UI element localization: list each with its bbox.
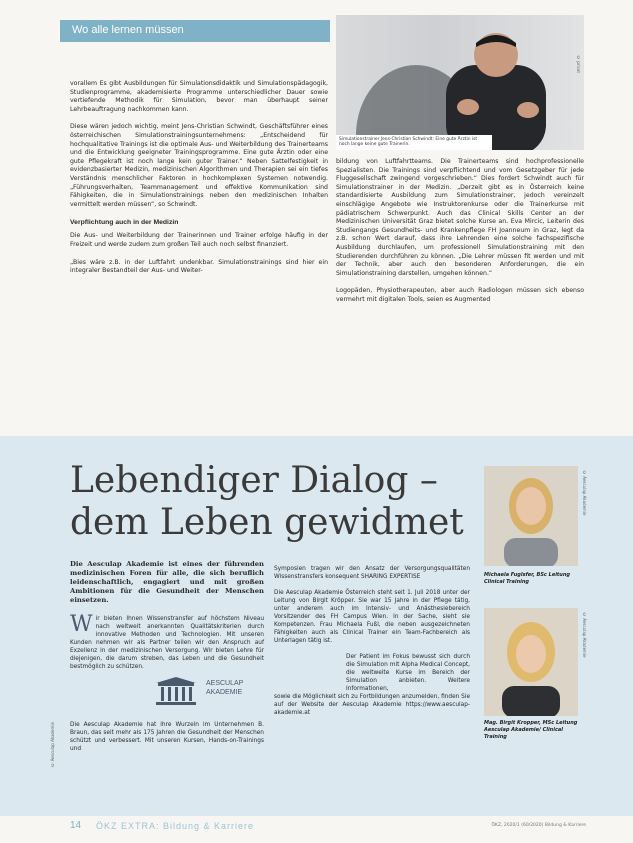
page-footer	[66, 820, 586, 834]
section-header-bar	[60, 20, 330, 42]
portrait-2-credit: © Aesculap Akademie	[582, 612, 587, 658]
aesculap-logo	[70, 673, 264, 721]
portrait-1-credit: © Aesculap Akademie	[582, 470, 587, 516]
photo-credit: © privat	[576, 55, 581, 73]
logo-text-line-1: AESCULAP	[206, 680, 244, 687]
box-paragraph-6: sowie die Möglichkeit sich zu Fortbildungen anzumelden, finden Sie auf der Website der Aesculap Akademie https://www.aesculap-akademie.at	[274, 694, 471, 716]
section-title: Wo alle lernen müssen	[72, 24, 184, 36]
photo-caption: Simulationstrainer Jens-Christian Schwindt: Eine gute Ärztin ist noch lange keine gute Trainerin.	[336, 135, 492, 150]
left-column	[70, 80, 328, 276]
box-middle-column	[274, 565, 470, 717]
box-left-column	[70, 560, 264, 753]
drop-cap: W	[70, 612, 93, 637]
page-number: 14	[70, 820, 82, 831]
portrait-1-illustration	[484, 466, 578, 566]
subheading: Verpflichtung auch in der Medizin	[70, 219, 179, 227]
portrait-birgit	[484, 608, 578, 716]
publication-name: ÖKZ EXTRA: Bildung & Karriere	[96, 821, 255, 831]
side-credit: © Aesculap Akademie	[50, 722, 55, 768]
box-paragraph-4: Die Aesculap Akademie Österreich steht seit 1. Juli 2018 unter der Leitung von Birgit Kröpper. Sie war 15 Jahre in der Pflege tätig, unter anderem auch im Intensiv- und Anästhesiebereich Vorsitzender des FH Campus Wien. In der Sache, sieht sie Kompetenzen. Frau Michaela Fußl, die neben ausgezeichneten Fähigkeiten auch als Clinical Trainer ein Team-Fachbereich als Unterlagen tätig ist.	[274, 590, 470, 644]
logo-text-line-2: AKADEMIE	[206, 689, 243, 696]
box-lead: Die Aesculap Akademie ist eines der führenden medizinischen Foren für alle, die sich beruflich leidenschaftlich, engagiert und mit großen Ambitionen für die Gesundheit der Menschen einsetzen.	[70, 560, 264, 604]
portrait-1-caption: Michaela Fuglsfer, BSc Leitung Clinical Training	[484, 572, 571, 585]
box-paragraph-5: Der Patient im Fokus bewusst sich durch die Simulation mit Alpha Medical Concept, die weltweite Kurse im Bereich der Simulation anbieten. Weitere Informationen,	[346, 654, 470, 692]
temple-logo-icon	[150, 677, 210, 707]
box-title	[70, 460, 464, 544]
right-column	[336, 158, 584, 305]
box-paragraph-2: Die Aesculap Akademie hat ihre Wurzeln im Unternehmen B. Braun, das seit mehr als 175 Jahren die Gesundheit der Menschen schützt und verbessert. Mit unseren Kursen, Hands-on-Trainings und	[70, 722, 264, 752]
trainer-photo-illustration	[336, 15, 584, 150]
left-paragraph-3: Die Aus- und Weiterbildung der Trainerinnen und Trainer erfolge häufig in der Freizeit und werde zudem zum großen Teil auch noch selbst finanziert.	[70, 232, 328, 248]
box-paragraph-1: ir bieten Ihnen Wissenstransfer auf höchstem Niveau nach weltweit anerkannten Qualitätskriterien durch innovative Methoden und Technologien. Mit unseren Kunden nehmen wir als Partner teilen wir den Anspruch auf Exzellenz in der medizinischen Versorgung. Wir bieten Lehre für diejenigen, die darum streben, das Leben und die Gesundheit bestmöglich zu schützen.	[70, 616, 264, 670]
left-paragraph-4: „Bies wäre z.B. in der Luftfahrt undenkbar. Simulationstrainings sind hier ein integraler Bestandteil der Aus- und Weiter-	[70, 258, 328, 275]
footer-meta: ÖKZ, 2020/1 (60/2020) Bildung & Karriere	[491, 823, 586, 828]
left-paragraph-1: vorallem Es gibt Ausbildungen für Simulationsdidaktik und Simulationspädagogik, Studienprogramme, akademisierte Programme unterschiedlicher Dauer sowie vertiefende Methodik für Simulation, bevor man überhaupt seiner Lehrbeauftragung nachkommen kann.	[70, 80, 328, 113]
portrait-2-illustration	[484, 608, 578, 716]
article-photo	[336, 15, 584, 150]
left-paragraph-2: Diese wären jedoch wichtig, meint Jens-Christian Schwindt, Geschäftsführer eines österreichischen Simulationstrainingsunternehmens: „Entscheidend für hochqualitative Trainings ist die optimale Aus- und Weiterbildung des Trainerteams und die Entwicklung geeigneter Trainingsprogramme. Eine gute Ärztin oder eine gute Pflegekraft ist noch lange kein guter Trainer.“ Neben Sattelfestigkeit in evidenzbasierter Medizin, medizinischen Algorithmen und Therapien sei ein tiefes Verständnis menschlicher Faktoren in hochkomplexen Systemen notwendig. „Führungsverhalten, Teammanagement und effektive Kommunikation sind Fähigkeiten, die in Simulationstrainings neben den medizinischen Inhalten vermittelt werden müssen“, so Schwindt.	[70, 123, 328, 208]
portrait-2-caption: Mag. Birgit Kropper, MSc Leitung Aesculap Akademie/ Clinical Training	[484, 720, 578, 740]
box-title-line-1: Lebendiger Dialog –	[70, 460, 438, 501]
portrait-michaela	[484, 466, 578, 566]
right-paragraph-2: Logopäden, Physiotherapeuten, aber auch Radiologen müssen sich ebenso vermehrt mit digitalen Tools, seien es Augmented	[336, 287, 584, 303]
box-paragraph-3: Symposien tragen wir den Ansatz der Versorgungsqualitäten Wissenstransfers konsequent SHARING EXPERTISE	[274, 566, 470, 580]
box-title-line-2: dem Leben gewidmet	[70, 502, 464, 543]
right-paragraph-1: bildung von Luftfahrtteams. Die Trainerteams sind hochprofessionelle Spezialisten. Die Trainings sind verpflichtend und vom Gesetzgeber für jede Fluggesellschaft zwingend vorgeschrieben.“ Dies fordert Schwindt auch für Simulationstrainer in der Medizin. „Derzeit gibt es in Österreich keine standardisierte Ausbildung zum Simulationstrainer, jedoch vereinzelt einschlägige Angebote wie Instruktorenkurse oder die Trainerkurse mit pädiatrischem Schwerpunkt. Auch das Clinical Skills Center an der Medizinischen Universität Graz bietet solche Kurse an. Eva Mircic, Leiterin des Studiengangs Gesundheits- und Krankenpflege FH Joanneum in Graz, legt da z.B. schon Wert darauf, dass ihre Lehrenden eine solche fachspezifische Ausbildung durchlaufen, um professionell Simulationstraining mit den Studierenden durchführen zu können. „Die Lehrer müssen fit werden und mit der Technik, aber auch den besonderen Anforderungen, die ein Simulationstraining darstellen, umgehen können.“	[336, 158, 584, 277]
